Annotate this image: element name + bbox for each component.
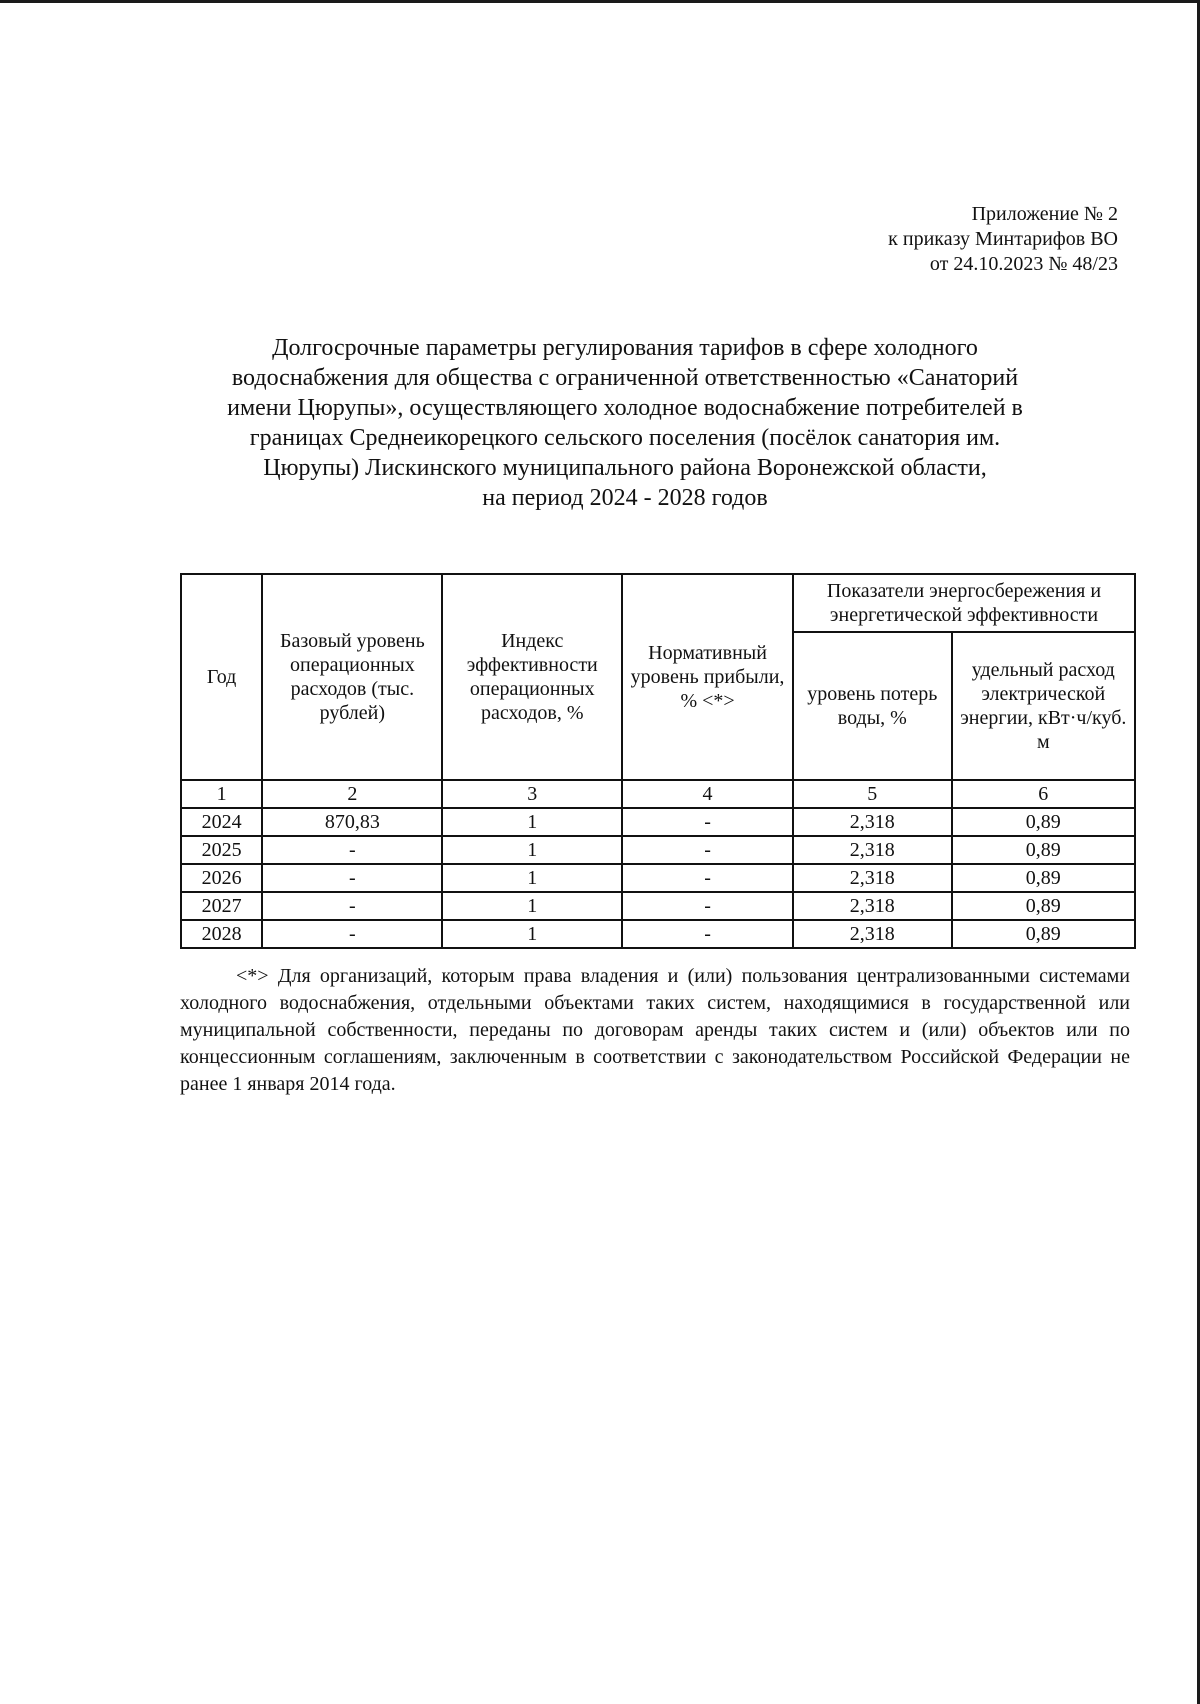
cell-loss: 2,318: [793, 808, 952, 836]
cell-energy: 0,89: [952, 920, 1135, 948]
title-line: Долгосрочные параметры регулирования тарифов в сфере холодного: [272, 335, 978, 361]
document-title: [150, 333, 1100, 513]
cell-energy: 0,89: [952, 864, 1135, 892]
header-year: Год: [181, 574, 262, 780]
cell-year: 2024: [181, 808, 262, 836]
cell-loss: 2,318: [793, 836, 952, 864]
parameters-table: [180, 573, 1136, 949]
appendix-line-1: Приложение № 2: [971, 203, 1118, 225]
cell-profit: -: [622, 808, 793, 836]
cell-profit: -: [622, 864, 793, 892]
cell-index: 1: [442, 892, 622, 920]
appendix-line-3: от 24.10.2023 № 48/23: [929, 253, 1118, 275]
column-number: 1: [181, 780, 262, 808]
cell-profit: -: [622, 920, 793, 948]
cell-base: -: [262, 920, 442, 948]
header-energy-consumption: удельный расход электрической энергии, кВт·ч/куб. м: [952, 632, 1135, 780]
cell-loss: 2,318: [793, 864, 952, 892]
cell-loss: 2,318: [793, 892, 952, 920]
title-line: границах Среднеикорецкого сельского поселения (посёлок санатория им.: [249, 425, 1001, 451]
title-line: на период 2024 - 2028 годов: [482, 485, 768, 511]
cell-energy: 0,89: [952, 836, 1135, 864]
table-row: [181, 836, 1135, 864]
cell-base: -: [262, 836, 442, 864]
cell-base: -: [262, 864, 442, 892]
cell-energy: 0,89: [952, 808, 1135, 836]
header-profit-level: Нормативный уровень прибыли, % <*>: [622, 574, 793, 780]
header-efficiency-index: Индекс эффективности операционных расходов, %: [442, 574, 622, 780]
cell-year: 2028: [181, 920, 262, 948]
cell-index: 1: [442, 836, 622, 864]
header-water-loss: уровень потерь воды, %: [793, 632, 952, 780]
cell-index: 1: [442, 920, 622, 948]
header-base-costs: Базовый уровень операционных расходов (тыс. рублей): [262, 574, 442, 780]
header-energy-group: Показатели энергосбережения и энергетической эффективности: [793, 574, 1135, 632]
column-number: 5: [793, 780, 952, 808]
title-line: водоснабжения для общества с ограниченной ответственностью «Санаторий: [231, 365, 1019, 391]
cell-year: 2025: [181, 836, 262, 864]
appendix-line-2: к приказу Минтарифов ВО: [888, 228, 1118, 250]
cell-year: 2026: [181, 864, 262, 892]
footnote: <*> Для организаций, которым права владения и (или) пользования централизованными системами холодного водоснабжения, отдельными объектами таких систем, находящимися в государственной или муниципальной собственности, переданы по договорам аренды таких систем и (или) объектов или по концессионным соглашениям, заключенным в соответствии с законодательством Российской Федерации не ранее 1 января 2014 года.: [180, 965, 1130, 1095]
cell-year: 2027: [181, 892, 262, 920]
cell-energy: 0,89: [952, 892, 1135, 920]
column-number: 2: [262, 780, 442, 808]
title-line: имени Цюрупы», осуществляющего холодное водоснабжение потребителей в: [227, 395, 1023, 421]
table-row: [181, 920, 1135, 948]
column-number: 6: [952, 780, 1135, 808]
cell-profit: -: [622, 892, 793, 920]
scan-edge-top: [0, 0, 1200, 3]
cell-base: 870,83: [262, 808, 442, 836]
cell-profit: -: [622, 836, 793, 864]
table-row: [181, 864, 1135, 892]
appendix-reference: [888, 202, 1118, 277]
cell-loss: 2,318: [793, 920, 952, 948]
column-number: 3: [442, 780, 622, 808]
cell-base: -: [262, 892, 442, 920]
table-row: [181, 892, 1135, 920]
column-number: 4: [622, 780, 793, 808]
cell-index: 1: [442, 808, 622, 836]
title-line: Цюрупы) Лискинского муниципального района Воронежской области,: [263, 455, 987, 481]
column-number-row: [181, 780, 1135, 808]
cell-index: 1: [442, 864, 622, 892]
table-row: [181, 808, 1135, 836]
